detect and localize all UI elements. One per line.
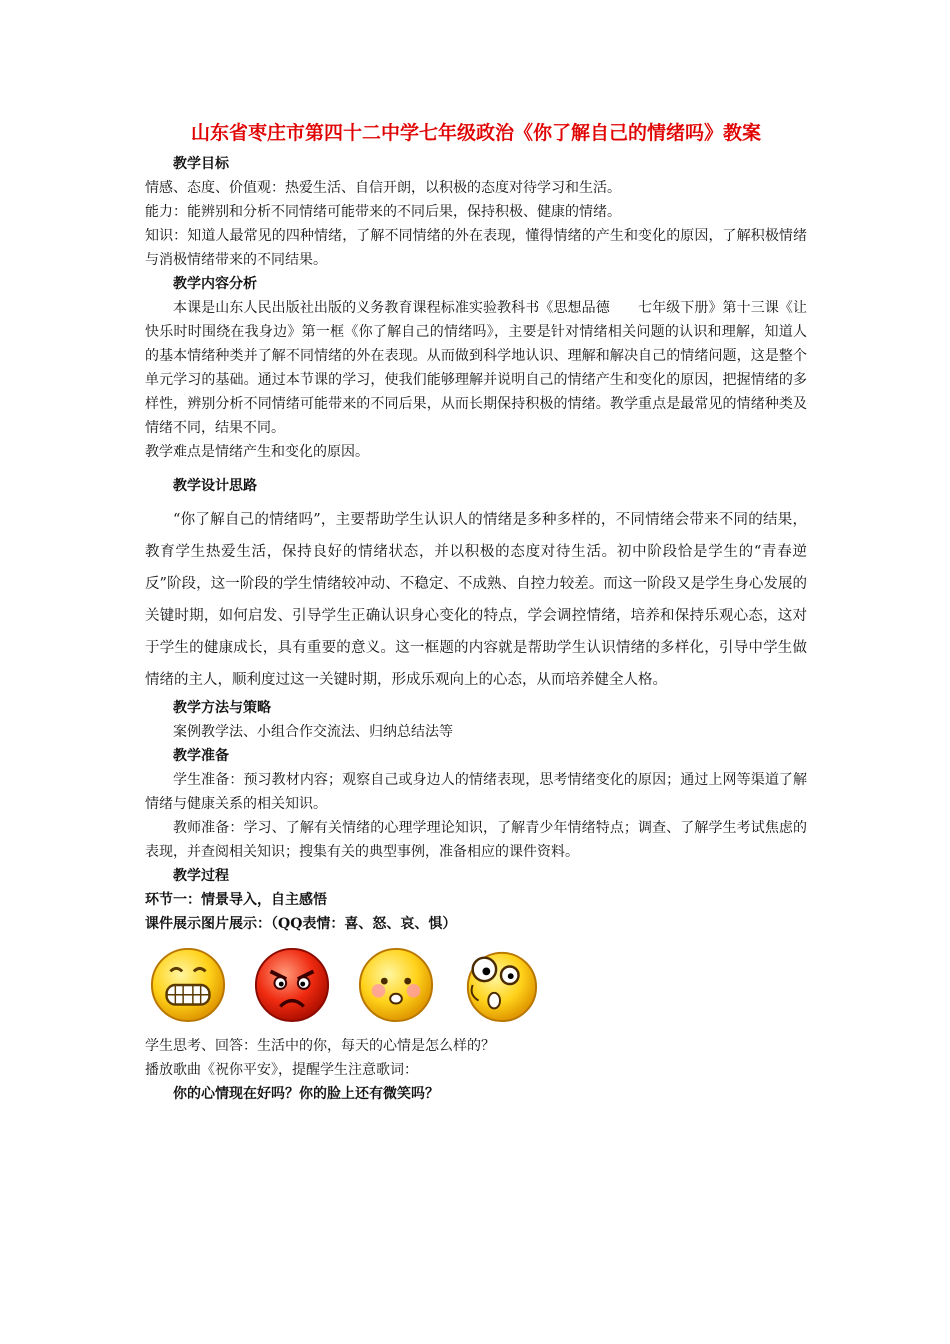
- heading-process: 教学过程: [173, 868, 229, 884]
- grin-emoji-icon: [149, 946, 227, 1024]
- analysis-difficulty: 教学难点是情绪产生和变化的原因。: [145, 444, 369, 460]
- heading-prep: 教学准备: [173, 748, 229, 764]
- goal-knowledge: 知识：知道人最常见的四种情绪，了解不同情绪的外在表现，懂得情绪的产生和变化的原因，了解积极情绪与消极情绪带来的不同结果。: [145, 228, 807, 268]
- process-question2: 播放歌曲《祝你平安》，提醒学生注意歌词：: [145, 1062, 418, 1078]
- scared-emoji-icon: [461, 946, 539, 1024]
- process-question1: 学生思考、回答：生活中的你，每天的心情是怎么样的？: [145, 1038, 495, 1054]
- heading-goals: 教学目标: [173, 156, 229, 172]
- design-paragraph: “你了解自己的情绪吗”，主要帮助学生认识人的情绪是多种多样的，不同情绪会带来不同的结果，教育学生热爱生活，保持良好的情绪状态，并以积极的态度对待生活。初中阶段恰是学生的“青春逆反”阶段，这一阶段的学生情绪较冲动、不稳定、不成熟、自控力较差。而这一阶段又是学生身心发展的关键时期，如何启发、引导学生正确认识身心变化的特点，学会调控情绪，培养和保持乐观心态，这对于学生的健康成长，具有重要的意义。这一框题的内容就是帮助学生认识情绪的多样化，引导中学生做情绪的主人，顺利度过这一关键时期，形成乐观向上的心态，从而培养健全人格。: [145, 512, 807, 688]
- angry-emoji-icon: [253, 946, 331, 1024]
- goal-emotion: 情感、态度、价值观：热爱生活、自信开朗，以积极的态度对待学习和生活。: [145, 180, 621, 196]
- analysis-paragraph: 本课是山东人民出版社出版的义务教育课程标准实验教科书《思想品德 七年级下册》第十三课《让快乐时时围绕在我身边》第一框《你了解自己的情绪吗》，主要是针对情绪相关问题的认识和理解，知道人的基本情绪种类并了解不同情绪的外在表现。从而做到科学地认识、理解和解决自己的情绪问题，这是整个单元学习的基础。通过本节课的学习，使我们能够理解并说明自己的情绪产生和变化的原因，把握情绪的多样性，辨别分析不同情绪可能带来的不同后果，从而长期保持积极的情绪。教学重点是最常见的情绪种类及情绪不同，结果不同。: [145, 300, 807, 436]
- goal-ability: 能力：能辨别和分析不同情绪可能带来的不同后果，保持积极、健康的情绪。: [145, 204, 621, 220]
- document-title: 山东省枣庄市第四十二中学七年级政治《你了解自己的情绪吗》教案: [190, 122, 761, 144]
- heading-analysis: 教学内容分析: [173, 276, 257, 292]
- methods-paragraph: 案例教学法、小组合作交流法、归纳总结法等: [173, 724, 453, 740]
- document-page: [145, 120, 807, 1106]
- heading-methods: 教学方法与策略: [173, 700, 271, 716]
- prep-student: 学生准备：预习教材内容；观察自己或身边人的情绪表现，思考情绪变化的原因；通过上网等渠道了解情绪与健康关系的相关知识。: [145, 772, 807, 812]
- song-lyric: 你的心情现在好吗？你的脸上还有微笑吗？: [173, 1086, 439, 1102]
- heading-design: 教学设计思路: [173, 478, 257, 494]
- sad-emoji-icon: [357, 946, 435, 1024]
- process-step1: 环节一：情景导入，自主感悟: [145, 892, 327, 908]
- emoji-row: [149, 944, 807, 1026]
- process-show: 课件展示图片展示：（QQ表情：喜、怒、哀、惧）: [145, 916, 457, 932]
- prep-teacher: 教师准备：学习、了解有关情绪的心理学理论知识，了解青少年情绪特点；调查、了解学生考试焦虑的表现，并查阅相关知识；搜集有关的典型事例，准备相应的课件资料。: [145, 820, 807, 860]
